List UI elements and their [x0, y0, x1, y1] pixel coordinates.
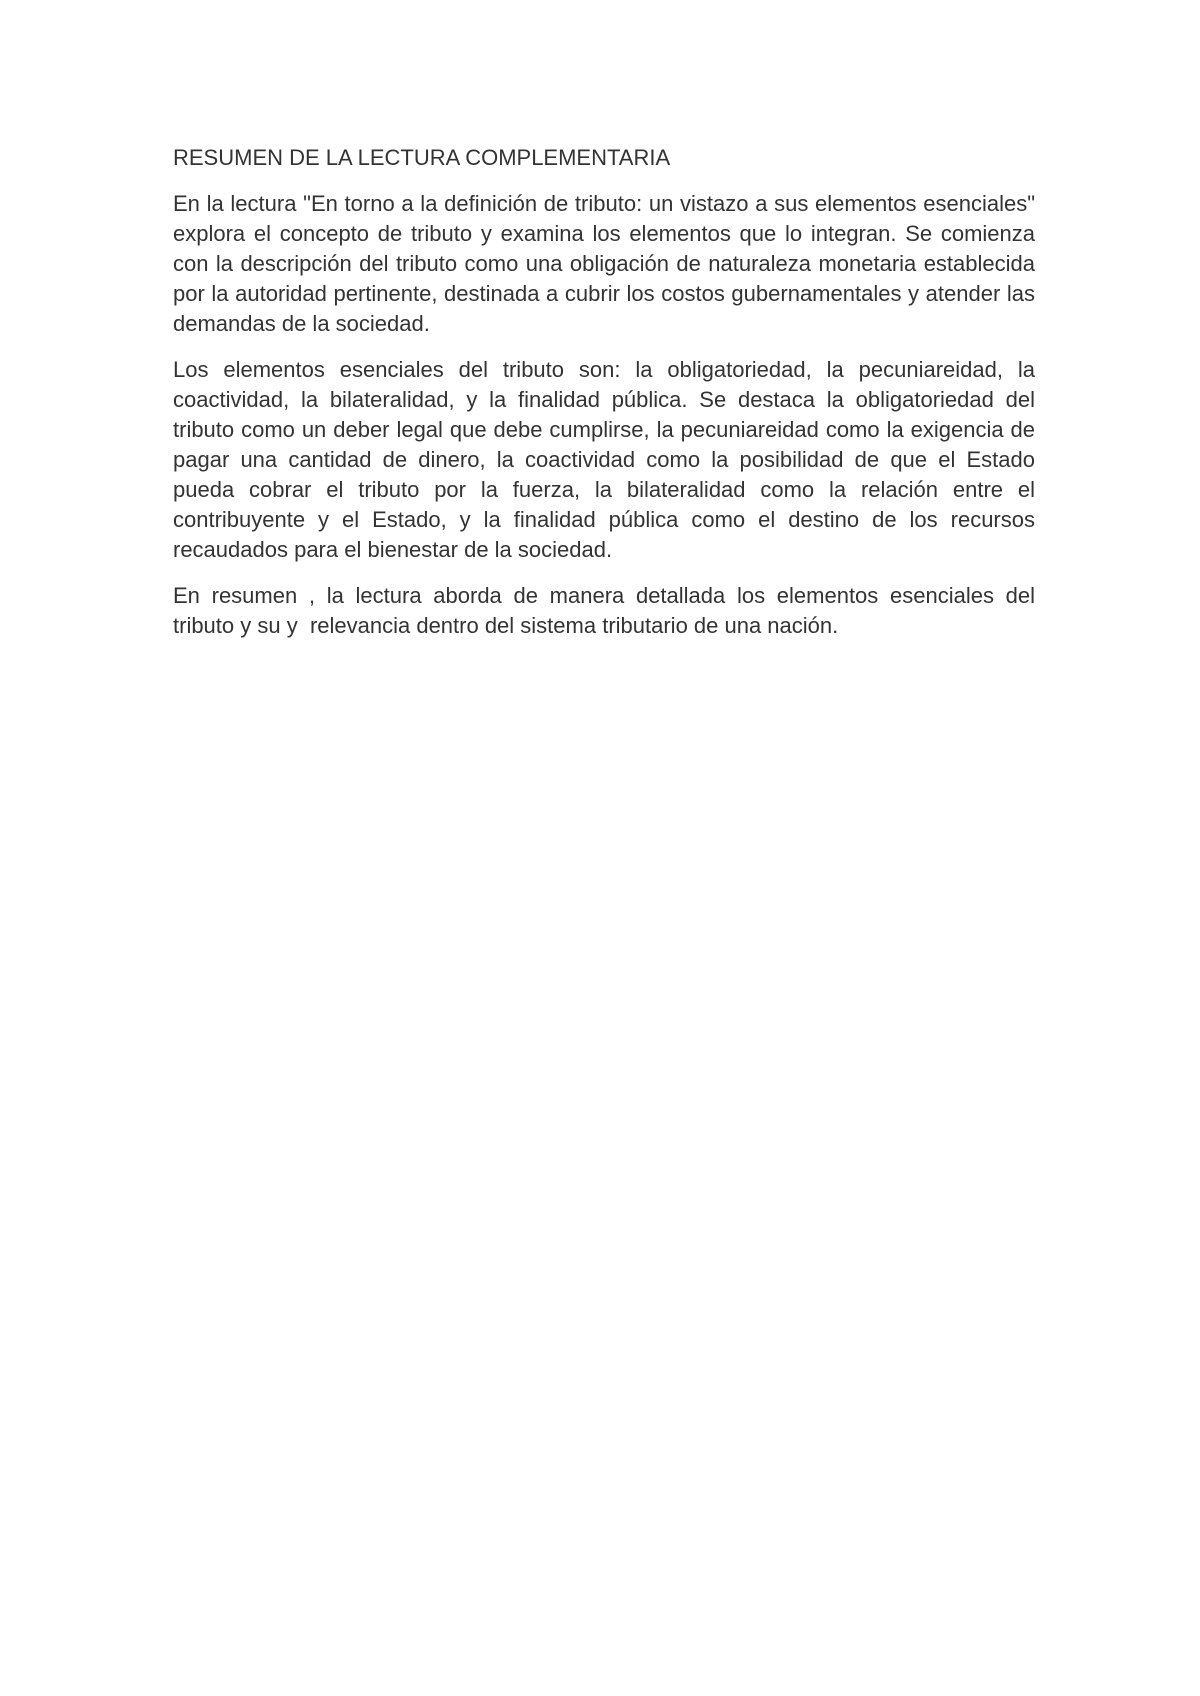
paragraph-elements: Los elementos esenciales del tributo son: la obligatoriedad, la pecuniareidad, la coactividad, la bilateralidad, y la finalidad pública. Se destaca la obligatoriedad del tributo como un deber legal que debe cumplirse, la pecuniareidad como la exigencia de pagar una cantidad de dinero, la coactividad como la posibilidad de que el Estado pueda cobrar el tributo por la fuerza, la bilateralidad como la relación entre el contribuyente y el Estado, y la finalidad pública como el destino de los recursos recaudados para el bienestar de la sociedad.	[173, 357, 1042, 562]
document-title: RESUMEN DE LA LECTURA COMPLEMENTARIA	[173, 145, 671, 170]
paragraph-conclusion: En resumen , la lectura aborda de manera detallada los elementos esenciales del tributo y su y relevancia dentro del sistema tributario de una nación.	[173, 583, 1042, 638]
paragraph-intro: En la lectura "En torno a la definición de tributo: un vistazo a sus elementos esenciales" explora el concepto de tributo y examina los elementos que lo integran. Se comienza con la descripción del tributo como una obligación de naturaleza monetaria establecida por la autoridad pertinente, destinada a cubrir los costos gubernamentales y atender las demandas de la sociedad.	[173, 191, 1042, 336]
document-body	[173, 143, 1042, 657]
